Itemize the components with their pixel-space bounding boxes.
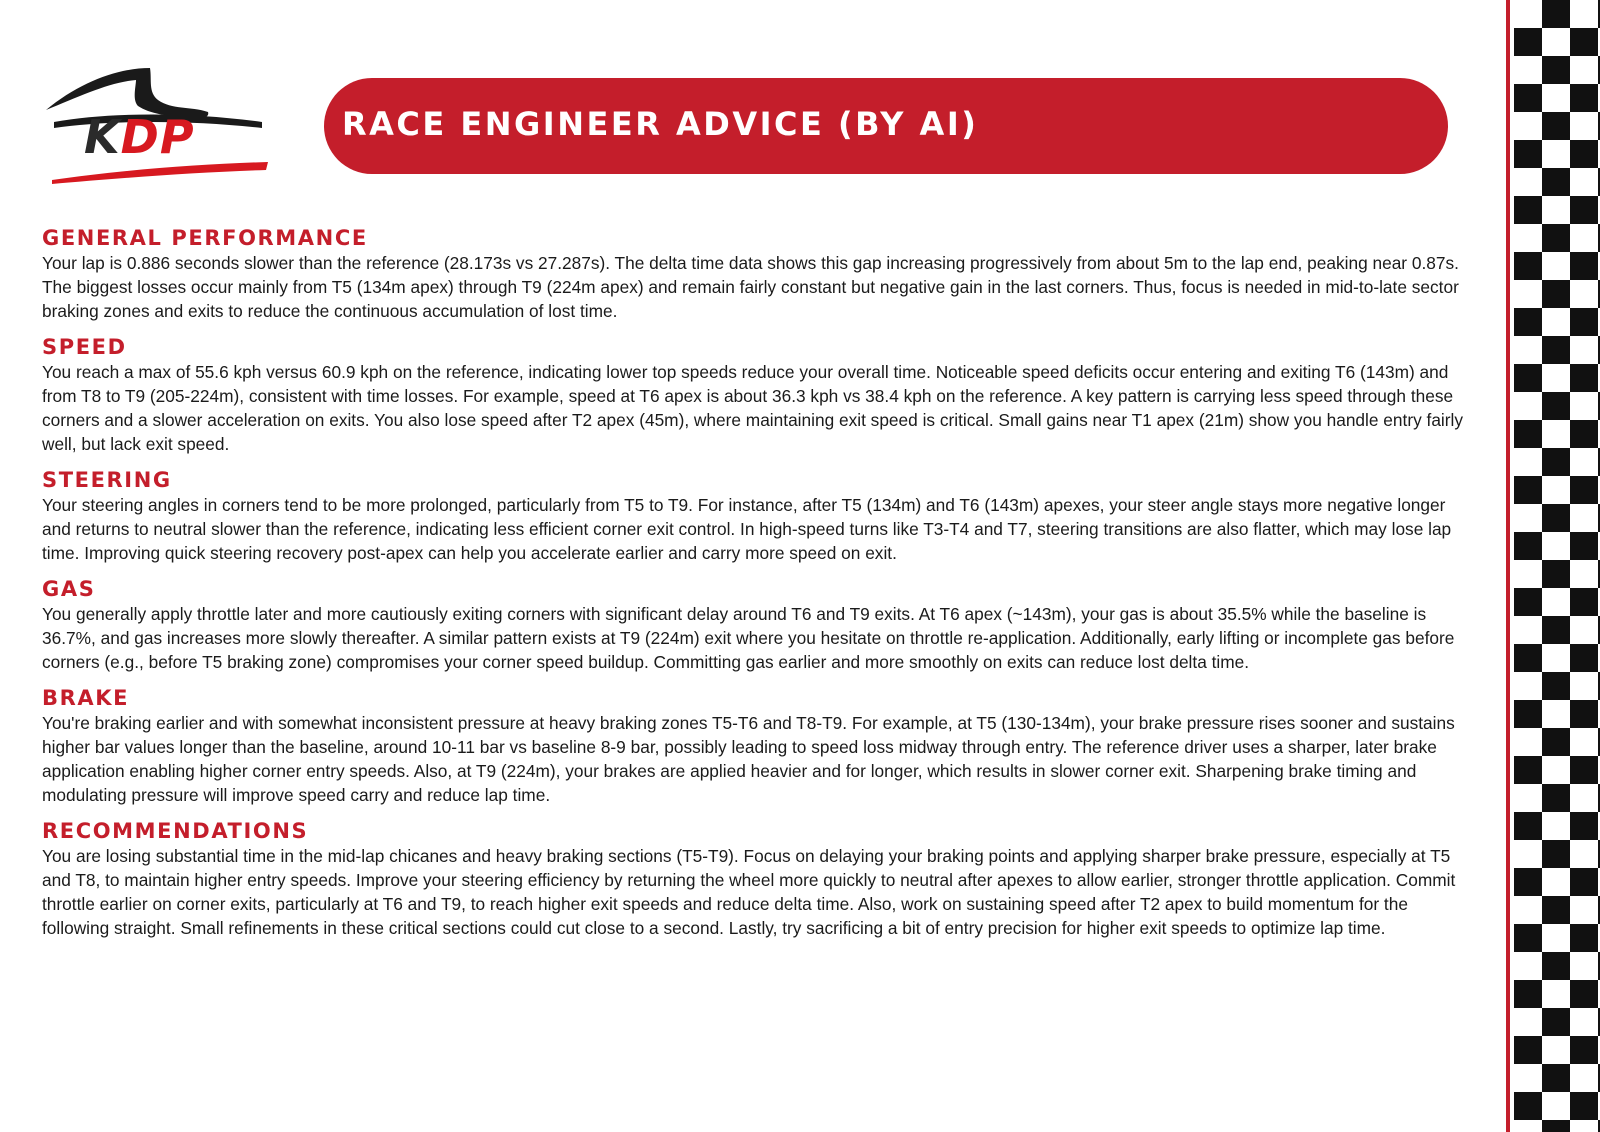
section-heading: GAS	[42, 577, 96, 601]
logo-wordmark	[84, 110, 195, 164]
section-general-performance	[42, 226, 1472, 323]
section-heading: BRAKE	[42, 686, 130, 710]
section-brake	[42, 686, 1472, 807]
section-body: You are losing substantial time in the mid-lap chicanes and heavy braking sections (T5-T9). Focus on delaying your braking points and applying sharper brake pressure, especially at T5 and T8, to maintain higher entry speeds. Improve your steering efficiency by returning the wheel more quickly to neutral after apexes to allow earlier, stronger throttle application. Commit throttle earlier on corner exits, particularly at T6 and T9, to reach higher exit speeds and reduce delta time. Also, work on sustaining speed after T2 apex to build momentum for the following straight. Small refinements in these critical sections could cut close to a second. Lastly, try sacrificing a bit of entry precision for higher exit speeds to optimize lap time.	[42, 846, 1456, 938]
checkered-flag-border	[1514, 0, 1600, 1132]
section-body: You reach a max of 55.6 kph versus 60.9 kph on the reference, indicating lower top speeds reduce your overall time. Noticeable speed deficits occur entering and exiting T6 (143m) and from T8 to T9 (205-224m), consistent with time losses. For example, speed at T6 apex is about 36.3 kph vs 38.4 kph on the reference. A key pattern is carrying less speed through these corners and a slower acceleration on exits. You also lose speed after T2 apex (45m), where maintaining exit speed is critical. Small gains near T1 apex (21m) show you handle entry fairly well, but lack exit speed.	[42, 362, 1464, 454]
advice-content	[42, 226, 1472, 952]
section-heading: STEERING	[42, 468, 172, 492]
section-heading: SPEED	[42, 335, 127, 359]
section-gas	[42, 577, 1472, 674]
page-title: RACE ENGINEER ADVICE (BY AI)	[342, 105, 979, 143]
section-heading: GENERAL PERFORMANCE	[42, 226, 368, 250]
logo-letter-k: K	[84, 110, 121, 164]
section-body: Your lap is 0.886 seconds slower than the reference (28.173s vs 27.287s). The delta time data shows this gap increasing progressively from about 5m to the lap end, peaking near 0.87s. The biggest losses occur mainly from T5 (134m apex) through T9 (224m apex) and remain fairly constant but negative gain in the last corners. Thus, focus is needed in mid-to-late sector braking zones and exits to reduce the continuous accumulation of lost time.	[42, 253, 1459, 321]
section-speed	[42, 335, 1472, 456]
title-banner	[324, 78, 1448, 174]
section-steering	[42, 468, 1472, 565]
red-divider-line	[1506, 0, 1510, 1132]
section-body: You generally apply throttle later and more cautiously exiting corners with significant delay around T6 and T9 exits. At T6 apex (~143m), your gas is about 35.5% while the baseline is 36.7%, and gas increases more slowly thereafter. A similar pattern exists at T9 (224m) exit where you hesitate on throttle re-application. Additionally, early lifting or incomplete gas before corners (e.g., before T5 braking zone) compromises your corner speed buildup. Committing gas earlier and more smoothly on exits can reduce lost delta time.	[42, 604, 1455, 672]
section-body: Your steering angles in corners tend to be more prolonged, particularly from T5 to T9. For instance, after T5 (134m) and T6 (143m) apexes, your steer angle stays more negative longer and returns to neutral slower than the reference, indicating less efficient corner exit control. In high-speed turns like T3-T4 and T7, steering transitions are also flatter, which may lose lap time. Improving quick steering recovery post-apex can help you accelerate earlier and carry more speed on exit.	[42, 495, 1452, 563]
section-heading: RECOMMENDATIONS	[42, 819, 309, 843]
kdp-logo	[40, 62, 275, 192]
logo-letters-dp: DP	[120, 110, 195, 164]
section-body: You're braking earlier and with somewhat inconsistent pressure at heavy braking zones T5-T6 and T8-T9. For example, at T5 (130-134m), your brake pressure rises sooner and sustains higher bar values longer than the baseline, around 10-11 bar vs baseline 8-9 bar, possibly leading to speed loss midway through entry. The reference driver uses a sharper, later brake application enabling higher corner entry speeds. Also, at T9 (224m), your brakes are applied heavier and for longer, which results in slower corner exit. Sharpening brake timing and modulating pressure will improve speed carry and reduce lap time.	[42, 713, 1455, 805]
section-recommendations	[42, 819, 1472, 940]
